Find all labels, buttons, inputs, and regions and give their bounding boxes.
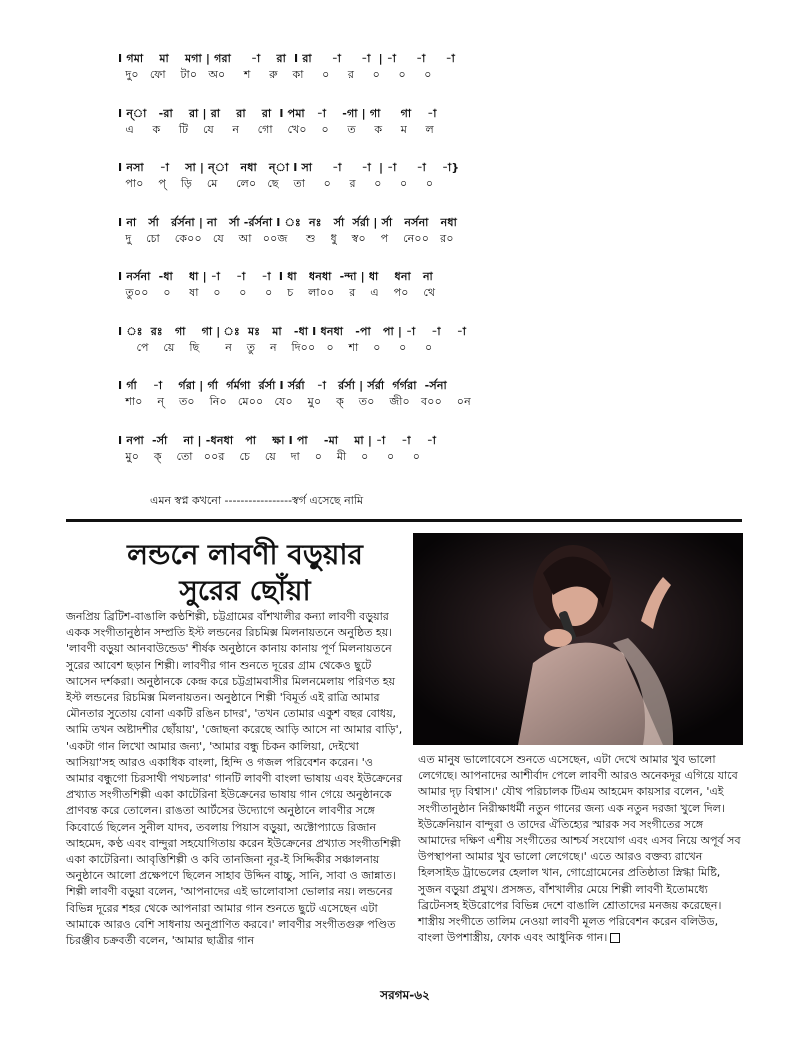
notation-row xyxy=(118,159,718,189)
notation-swara-line: I গমা মা মগা | গরা -া রা I রা -া -া | -া -া -া xyxy=(118,52,455,65)
notation-row xyxy=(118,50,718,80)
notation-swara-line: I নসা -া সা | ন্া নধা ন্া I সা -া -া | -া -া -া} xyxy=(118,161,460,174)
notation-lyric-line: দু০ ফো টা০ অ০ শ রু কা ০ র ০ ০ ০ xyxy=(118,68,432,81)
article-paragraph-right xyxy=(418,752,744,946)
notation-swara-line: I ঃ রঃ গা গা | ঃ মঃ মা -ধা I ধনধা -পা পা | -া -া -া xyxy=(118,324,467,338)
notation-swara-line: I নর্সনা -ধা ধা | -া -া -া I ধা ধনধা -ন্দা | ধা ধনা না xyxy=(118,270,433,283)
article-body-left-column xyxy=(66,609,403,949)
singer-photo-illustration xyxy=(413,533,743,745)
article-paragraph-left: জনপ্রিয় ব্রিটিশ-বাঙালি কণ্ঠশিল্পী, চট্টগ্রামের বাঁশখালীর কন্যা লাবণী বড়ুয়ার একক সংগীতানুষ্ঠান সম্প্রতি ইস্ট লন্ডনের রিচমিক্স মিলনায়তনে অনুষ্ঠিত হয়। 'লাবণী বড়ুয়া আনবাউন্ডেড' শীর্ষক অনুষ্ঠানে কানায় কানায় পূর্ণ মিলনায়তনে সুরের আবেশ ছড়ান শিল্পী। লাবণীর গান শুনতে দূরের গ্রাম থেকেও ছুটে আসেন দর্শকরা। অনুষ্ঠানকে কেন্দ্র করে চট্টগ্রামবাসীর মিলনমেলায় পরিণত হয় ইস্ট লন্ডনের রিচমিক্স মিলনায়তন। অনুষ্ঠানে শিল্পী 'বিমূর্ত এই রাত্রি আমার মৌনতার সুতোয় বোনা একটি রঙিন চাদর', 'তখন তোমার একুশ বছর বোধয়, আমি তখন অষ্টাদশীর ছোঁয়ায়', 'জোছনা করেছে আড়ি আসে না আমার বাড়ি', 'একটা গান লিখো আমার জন্য', 'আমার বন্ধু চিকন কালিয়া, দেইখো আসিয়া'সহ আরও একাধিক বাংলা, হিন্দি ও গজল পরিবেশন করেন। 'ও আমার বন্ধুগো চিরসাথী পথচলার' গানটি লাবণী বাংলা ভাষায় এবং ইউক্রেনের প্রখ্যাত সংগীতশিল্পী একা কাটেরিনা ইউক্রেনের ভাষায় গান গেয়ে অনুষ্ঠানকে প্রাণবন্ত করে তোলেন। রাঙতা আর্টসের উদ্যোগে অনুষ্ঠানে লাবণীর সঙ্গে কিবোর্ডে ছিলেন সুনীল যাদব, তবলায় পিয়াস বড়ুয়া, অক্টোপ্যাডে রিজান আহমেদ, কণ্ঠ এবং বান্দুরা সহযোগিতায় করেন ইউক্রেনের প্রখ্যাত সংগীতশিল্পী একা কাটেরিনা। আবৃত্তিশিল্পী ও কবি তানজিনা নূর-ই সিদ্দিকীর সঞ্চালনায় অনুষ্ঠানে আলো প্রক্ষেপণে ছিলেন সাহাব উদ্দিন বাচ্চু, সানি, সাবা ও জান্নাত। শিল্পী লাবণী বড়ুয়া বলেন, 'আপনাদের এই ভালোবাসা ভোলার নয়। লন্ডনের বিভিন্ন দূরের শহর থেকে আপনারা আমার গান শুনতে ছুটে এসেছেন এটা আমাকে আরও বেশি সাধনায় অনুপ্রাণিত করবে।' লাবণীর সংগীতগুরু পণ্ডিত চিরঞ্জীব চক্রবর্তী বলেন, 'আমার ছাত্রীর গান xyxy=(66,610,403,948)
singer-photo xyxy=(413,533,743,745)
article-body-right-column xyxy=(418,752,744,946)
notation-lyric-line: এ ক টি যে ন গো খে০ ০ ত ক ম ল xyxy=(118,122,434,136)
section-divider xyxy=(66,519,742,522)
notation-lyric-line: তু০০ ০ ষা ০ ০ ০ চ লা০০ র এ প০ থে xyxy=(118,286,436,299)
notation-lyric-line: শা০ ন্ ত০ নি০ মে০০ যে০ মু০ ক্ ত০ জী০ ব০০ ০ন xyxy=(118,395,471,408)
notation-swara-line: I নপা -র্সা না | -ধনধা পা ক্ষা I পা -মা মা | -া -া -া xyxy=(118,433,437,447)
notation-row xyxy=(118,105,718,135)
article-headline xyxy=(85,537,405,609)
notation-row xyxy=(118,377,718,407)
notation-swara-line: I না র্সা র্রর্সনা | না র্সা -র্রর্সনা I ঃ নঃ র্সা র্সর্রা | র্সা নর্সনা নধা xyxy=(118,215,457,229)
end-mark-icon xyxy=(610,933,620,943)
notation-lyric-line: দু চো কে০০ যে আ ০০জ শু ধু স্ব০ প নে০০ র০ xyxy=(118,231,454,245)
notation-swara-line: I র্গা -া র্গরা | র্গা র্গর্মগা র্রর্সা I র্সর্রা -া র্রর্সা | র্সর্রা র্গর্গরা -র্সনা xyxy=(118,379,447,392)
notation-row xyxy=(118,323,718,353)
notation-lyric-line: পে য়ে ছি ন তু ন দি০০ ০ শা ০ ০ ০ xyxy=(118,340,433,354)
notation-footer-line: এমন স্বপ্ন কখনো -----------------স্বর্গ এসেছে নামি xyxy=(150,494,364,507)
page-number: সরগম-৬২ xyxy=(380,988,430,1002)
notation-row xyxy=(118,214,718,244)
notation-row xyxy=(118,268,718,298)
headline-line-1: লন্ডনে লাবণী বড়ুয়ার xyxy=(127,538,363,571)
article-paragraph-right-text: এত মানুষ ভালোবেসে শুনতে এসেছেন, এটা দেখে আমার খুব ভালো লেগেছে। আপনাদের আশীর্বাদ পেলে লাবণী আরও অনেকদূর এগিয়ে যাবে আমার দৃঢ় বিশ্বাস।' যৌথ পরিচালক টিএম আহমেদ কায়সার বলেন, 'এই সংগীতানুষ্ঠান নিরীক্ষাধর্মী নতুন গানের জন্য এক নতুন দরজা খুলে দিল। ইউক্রেনিয়ান বান্দুরা ও তাদের ঐতিহ্যের স্মারক সব সংগীতের সঙ্গে আমাদের দক্ষিণ এশীয় সংগীতের আশ্চর্য সংযোগ এবং এসব নিয়ে অপূর্ব সব উপস্থাপনা আমার খুব ভালো লেগেছে।' এতে আরও বক্তব্য রাখেন হিলসাইড ট্রাভেলের হেলাল খান, গোগ্রোমেনের প্রতিষ্ঠাতা স্নিগ্ধা মিষ্টি, সুজন বড়ুয়া প্রমুখ। প্রসঙ্গত, বাঁশখালীর মেয়ে শিল্পী লাবণী ইতোমধ্যে ব্রিটেনসহ ইউরোপের বিভিন্ন দেশে বাঙালি শ্রোতাদের মনজয় করেছেন। শাস্ত্রীয় সংগীতে তালিম নেওয়া লাবণী মূলত পরিবেশন করেন বলিউড, বাংলা উপশাস্ত্রীয়, ফোক এবং আধুনিক গান। xyxy=(418,753,741,945)
headline-line-2: সুরের ছোঁয়া xyxy=(179,574,311,607)
notation-lyric-line: মু০ ক্ তো ০০র চে য়ে দা ০ মী ০ ০ ০ xyxy=(118,449,421,463)
notation-swara-line: I ন্া -রা রা | রা রা রা I পমা -া -গা | গা গা -া xyxy=(118,106,437,120)
notation-row xyxy=(118,432,718,462)
notation-lyric-line: পা০ প্ ড়ি মে লে০ ছে তা ০ র ০ ০ ০ xyxy=(118,177,434,190)
